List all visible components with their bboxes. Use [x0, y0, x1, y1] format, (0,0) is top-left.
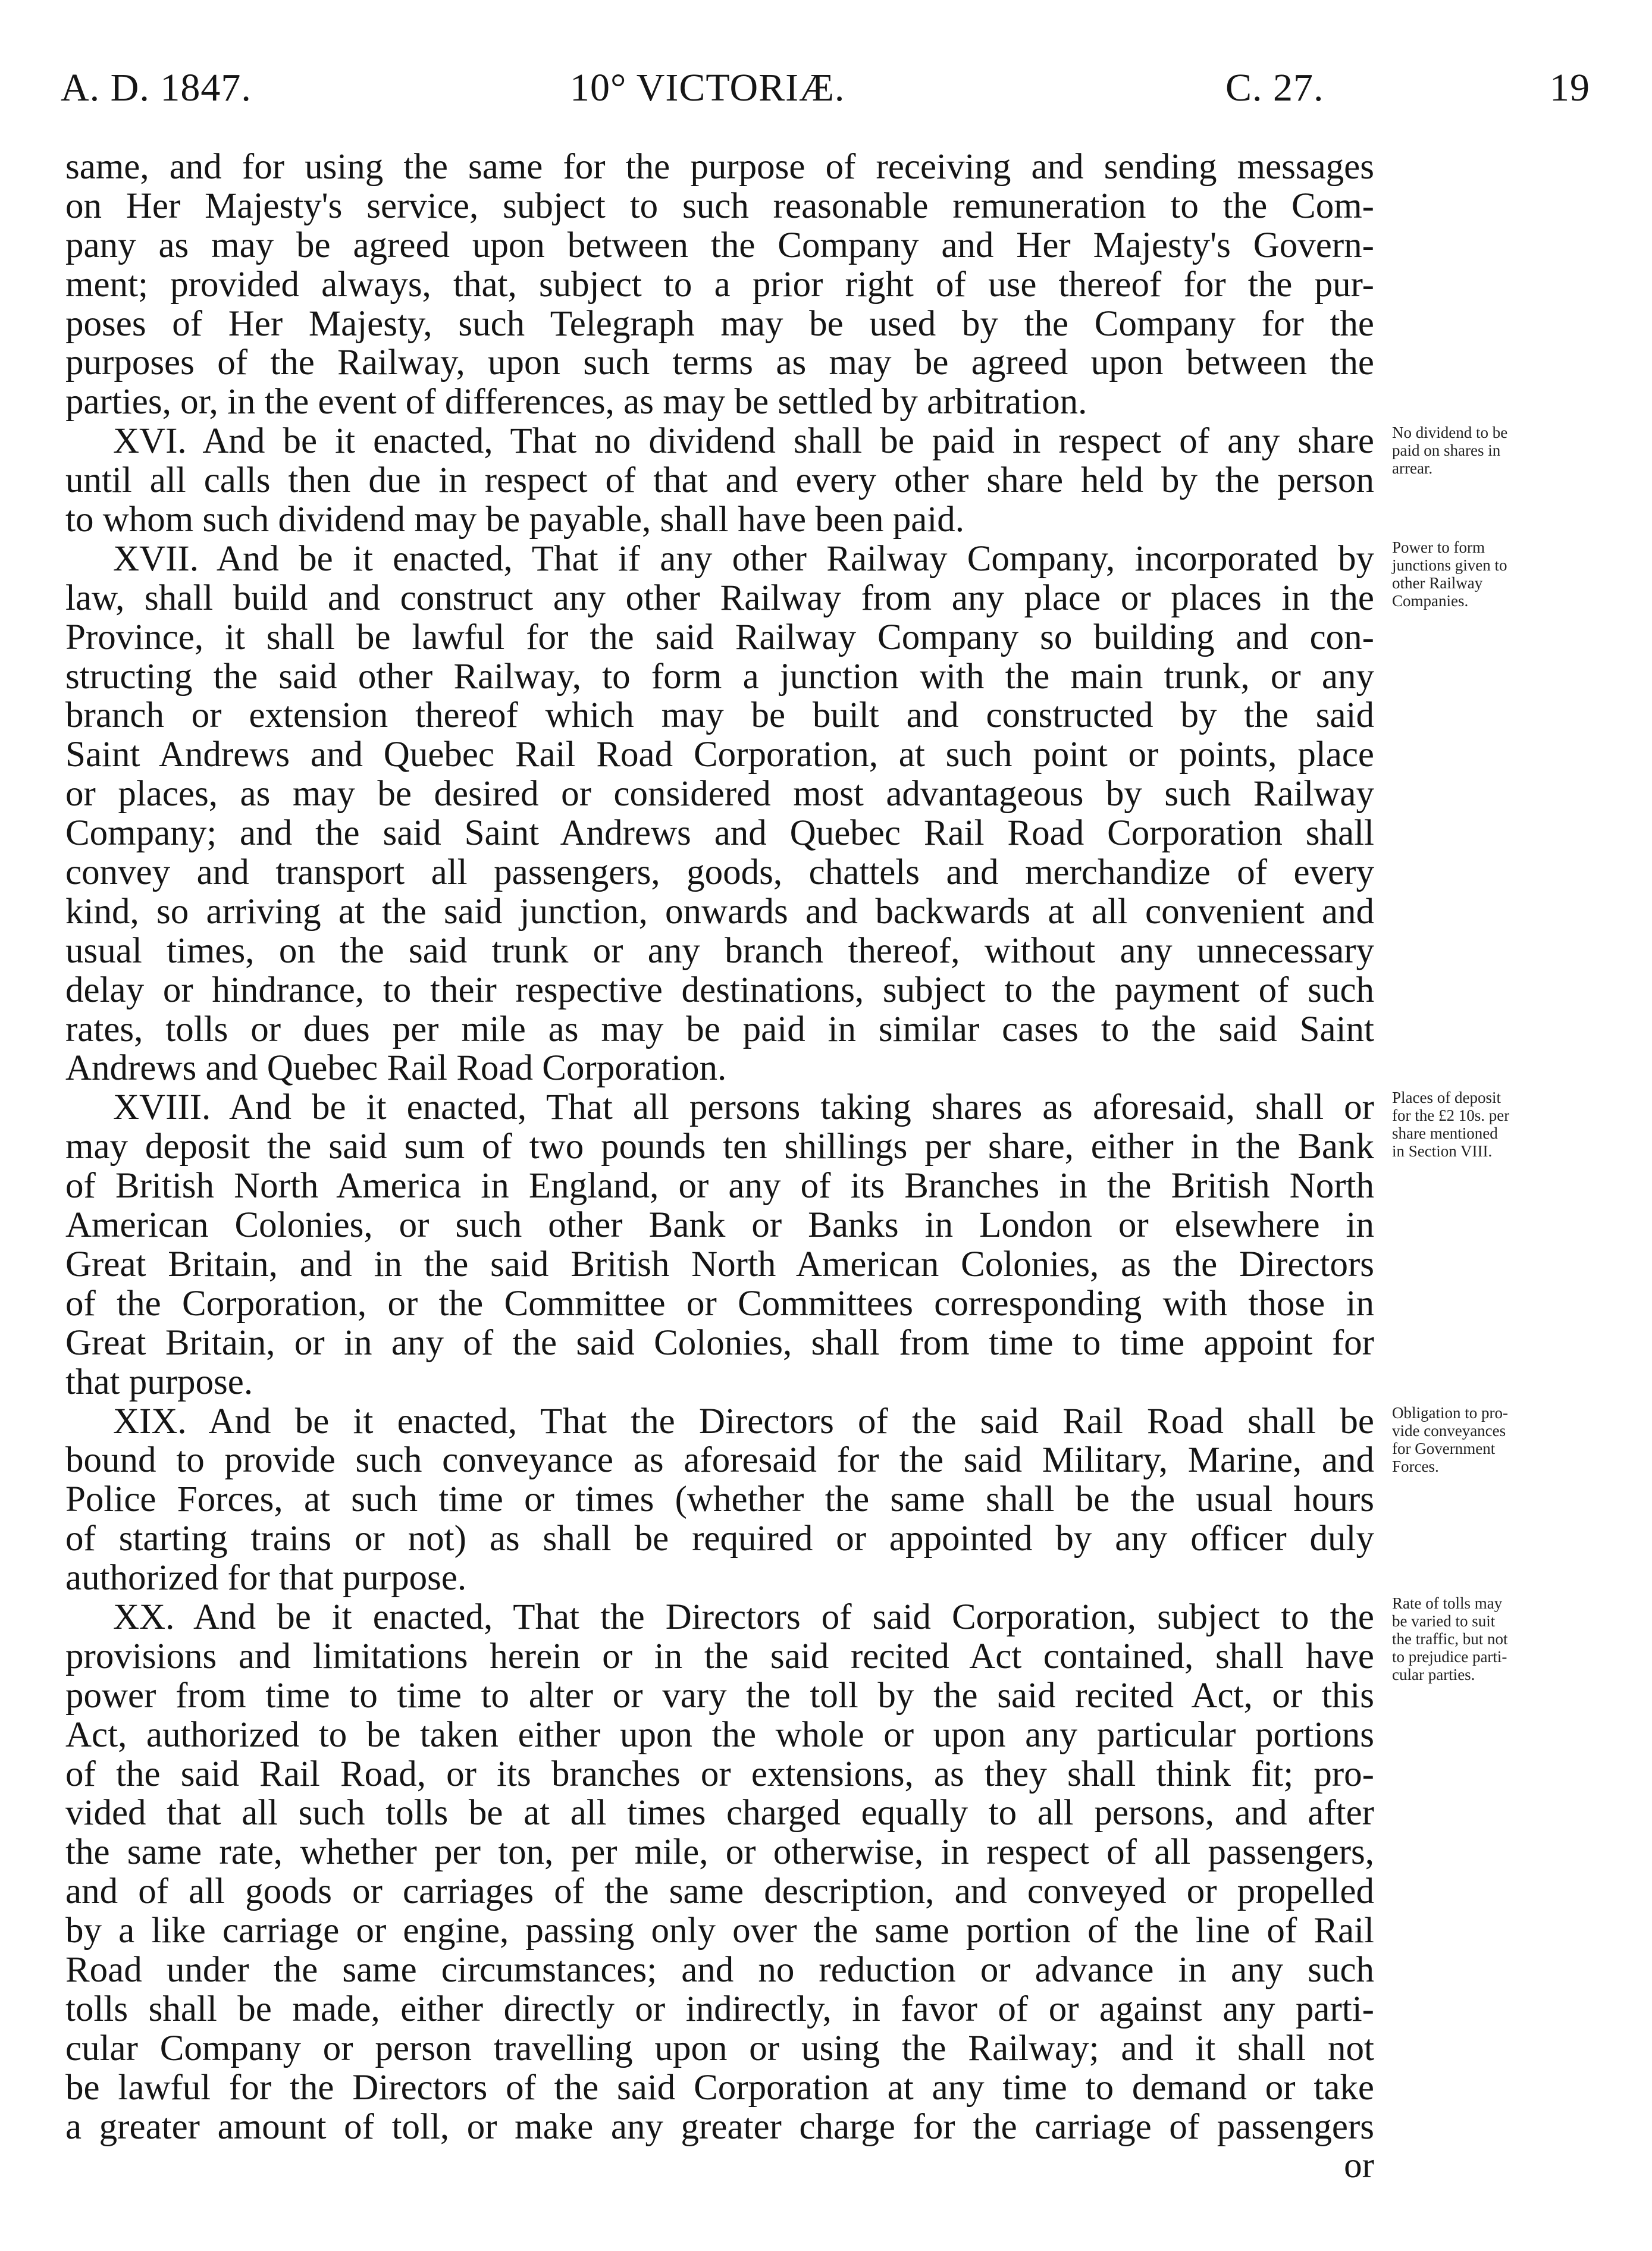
page-number: 19 [1550, 66, 1590, 109]
text-line: the same rate, whether per ton, per mile, or otherwise, in respect of all passengers, [65, 1832, 1374, 1873]
text-line: that purpose. [65, 1362, 253, 1402]
text-line: may deposit the said sum of two pounds ten shillings per share, either in the Bank [65, 1127, 1374, 1167]
margin-note-line: share mentioned [1392, 1124, 1498, 1142]
text-line: until all calls then due in respect of that and every other share held by the person [65, 460, 1374, 501]
text-line: be lawful for the Directors of the said Corporation at any time to demand or take [65, 2067, 1374, 2108]
text-line: Saint Andrews and Quebec Rail Road Corporation, at such point or points, place [65, 735, 1374, 775]
text-line: or [1344, 2146, 1374, 2186]
text-line: XVII. And be it enacted, That if any other Railway Company, incorporated by [113, 538, 1374, 579]
text-line: of the Corporation, or the Committee or Committees corresponding with those in [65, 1283, 1374, 1324]
text-line: convey and transport all passengers, goods, chattels and merchandize of every [65, 852, 1374, 893]
text-line: Road under the same circumstances; and no reduction or advance in any such [65, 1949, 1374, 1990]
text-line: American Colonies, or such other Bank or Banks in London or elsewhere in [65, 1205, 1374, 1246]
text-line: of starting trains or not) as shall be required or appointed by any officer duly [65, 1519, 1374, 1559]
text-line: delay or hindrance, to their respective destinations, subject to the payment of such [65, 970, 1374, 1010]
text-line: poses of Her Majesty, such Telegraph may be used by the Company for the [65, 303, 1374, 344]
margin-note-line: other Railway [1392, 574, 1483, 592]
text-line: tolls shall be made, either directly or indirectly, in favor of or against any parti- [65, 1989, 1374, 2029]
margin-note-dividend [1392, 424, 1571, 477]
text-line: authorized for that purpose. [65, 1558, 467, 1598]
text-line: branch or extension thereof which may be built and constructed by the said [65, 695, 1374, 736]
margin-note-conveyance [1392, 1404, 1571, 1475]
margin-note-line: for Government [1392, 1440, 1496, 1457]
margin-note-line: paid on shares in [1392, 441, 1501, 459]
text-line: XVIII. And be it enacted, That all persons taking shares as aforesaid, shall or [113, 1087, 1374, 1128]
margin-note-line: for the £2 10s. per [1392, 1106, 1510, 1124]
text-line: rates, tolls or dues per mile as may be paid in similar cases to the said Saint [65, 1009, 1374, 1049]
header-reign: 10° VICTORIÆ. [570, 66, 845, 109]
text-line: to whom such dividend may be payable, shall have been paid. [65, 500, 965, 540]
margin-note-line: vide conveyances [1392, 1422, 1506, 1440]
statute-body [65, 148, 1374, 2186]
margin-note-line: the traffic, but not [1392, 1630, 1508, 1648]
text-line: vided that all such tolls be at all times charged equally to all persons, and after [65, 1793, 1374, 1833]
text-line: Great Britain, and in the said British North American Colonies, as the Directors [65, 1244, 1374, 1284]
text-line: Police Forces, at such time or times (whether the same shall be the usual hours [65, 1479, 1374, 1520]
margin-note-line: cular parties. [1392, 1666, 1475, 1683]
margin-note-junctions [1392, 538, 1571, 610]
text-line: Province, it shall be lawful for the said Railway Company so building and con- [65, 617, 1374, 657]
text-line: law, shall build and construct any other Railway from any place or places in the [65, 578, 1374, 618]
text-line: of the said Rail Road, or its branches or extensions, as they shall think fit; pro- [65, 1754, 1374, 1794]
text-line: on Her Majesty's service, subject to such reasonable remuneration to the Com- [65, 186, 1374, 226]
text-line: structing the said other Railway, to form a junction with the main trunk, or any [65, 656, 1374, 697]
margin-note-deposit [1392, 1089, 1571, 1160]
text-line: pany as may be agreed upon between the Company and Her Majesty's Govern- [65, 225, 1374, 265]
text-line: by a like carriage or engine, passing only over the same portion of the line of Rail [65, 1911, 1374, 1951]
margin-note-line: Power to form [1392, 538, 1485, 556]
text-line: a greater amount of toll, or make any greater charge for the carriage of passengers [65, 2106, 1374, 2147]
margin-note-line: Companies. [1392, 592, 1469, 610]
margin-note-line: to prejudice parti- [1392, 1648, 1507, 1666]
margin-note-line: junctions given to [1392, 556, 1507, 574]
text-line: XIX. And be it enacted, That the Directors of the said Rail Road shall be [113, 1401, 1374, 1441]
margin-note-line: be varied to suit [1392, 1612, 1496, 1630]
margin-note-line: Rate of tolls may [1392, 1594, 1503, 1612]
text-line: or places, as may be desired or considered most advantageous by such Railway [65, 774, 1374, 814]
text-line: same, and for using the same for the purpose of receiving and sending messages [65, 147, 1374, 187]
text-line: XVI. And be it enacted, That no dividend shall be paid in respect of any share [113, 421, 1374, 462]
header-year: A. D. 1847. [61, 66, 252, 109]
text-line: parties, or, in the event of differences, as may be settled by arbitration. [65, 382, 1087, 422]
margin-note-tolls [1392, 1594, 1571, 1683]
text-line: Andrews and Quebec Rail Road Corporation. [65, 1048, 727, 1089]
text-line: XX. And be it enacted, That the Directors of said Corporation, subject to the [113, 1597, 1374, 1637]
text-line: of British North America in England, or any of its Branches in the British North [65, 1166, 1374, 1206]
text-line: kind, so arriving at the said junction, onwards and backwards at all convenient and [65, 891, 1374, 932]
text-line: Company; and the said Saint Andrews and Quebec Rail Road Corporation shall [65, 813, 1374, 854]
text-line: cular Company or person travelling upon or using the Railway; and it shall not [65, 2028, 1374, 2068]
margin-note-line: arrear. [1392, 459, 1433, 477]
text-line: usual times, on the said trunk or any branch thereof, without any unnecessary [65, 930, 1374, 971]
text-line: Act, authorized to be taken either upon the whole or upon any particular portions [65, 1714, 1374, 1755]
text-line: Great Britain, or in any of the said Colonies, shall from time to time appoint for [65, 1322, 1374, 1363]
text-line: power from time to time to alter or vary the toll by the said recited Act, or this [65, 1675, 1374, 1716]
text-line: bound to provide such conveyance as aforesaid for the said Military, Marine, and [65, 1440, 1374, 1481]
margin-note-line: No dividend to be [1392, 424, 1508, 441]
margin-note-line: Obligation to pro- [1392, 1404, 1508, 1422]
margin-note-line: Places of deposit [1392, 1089, 1501, 1106]
header-chapter: C. 27. [1225, 66, 1324, 109]
text-line: ment; provided always, that, subject to a prior right of use thereof for the pur- [65, 264, 1374, 305]
text-line: and of all goods or carriages of the same description, and conveyed or propelled [65, 1871, 1374, 1912]
margin-note-line: Forces. [1392, 1457, 1439, 1475]
margin-note-line: in Section VIII. [1392, 1142, 1493, 1160]
text-line: purposes of the Railway, upon such terms as may be agreed upon between the [65, 343, 1374, 383]
text-line: provisions and limitations herein or in the said recited Act contained, shall have [65, 1636, 1374, 1676]
